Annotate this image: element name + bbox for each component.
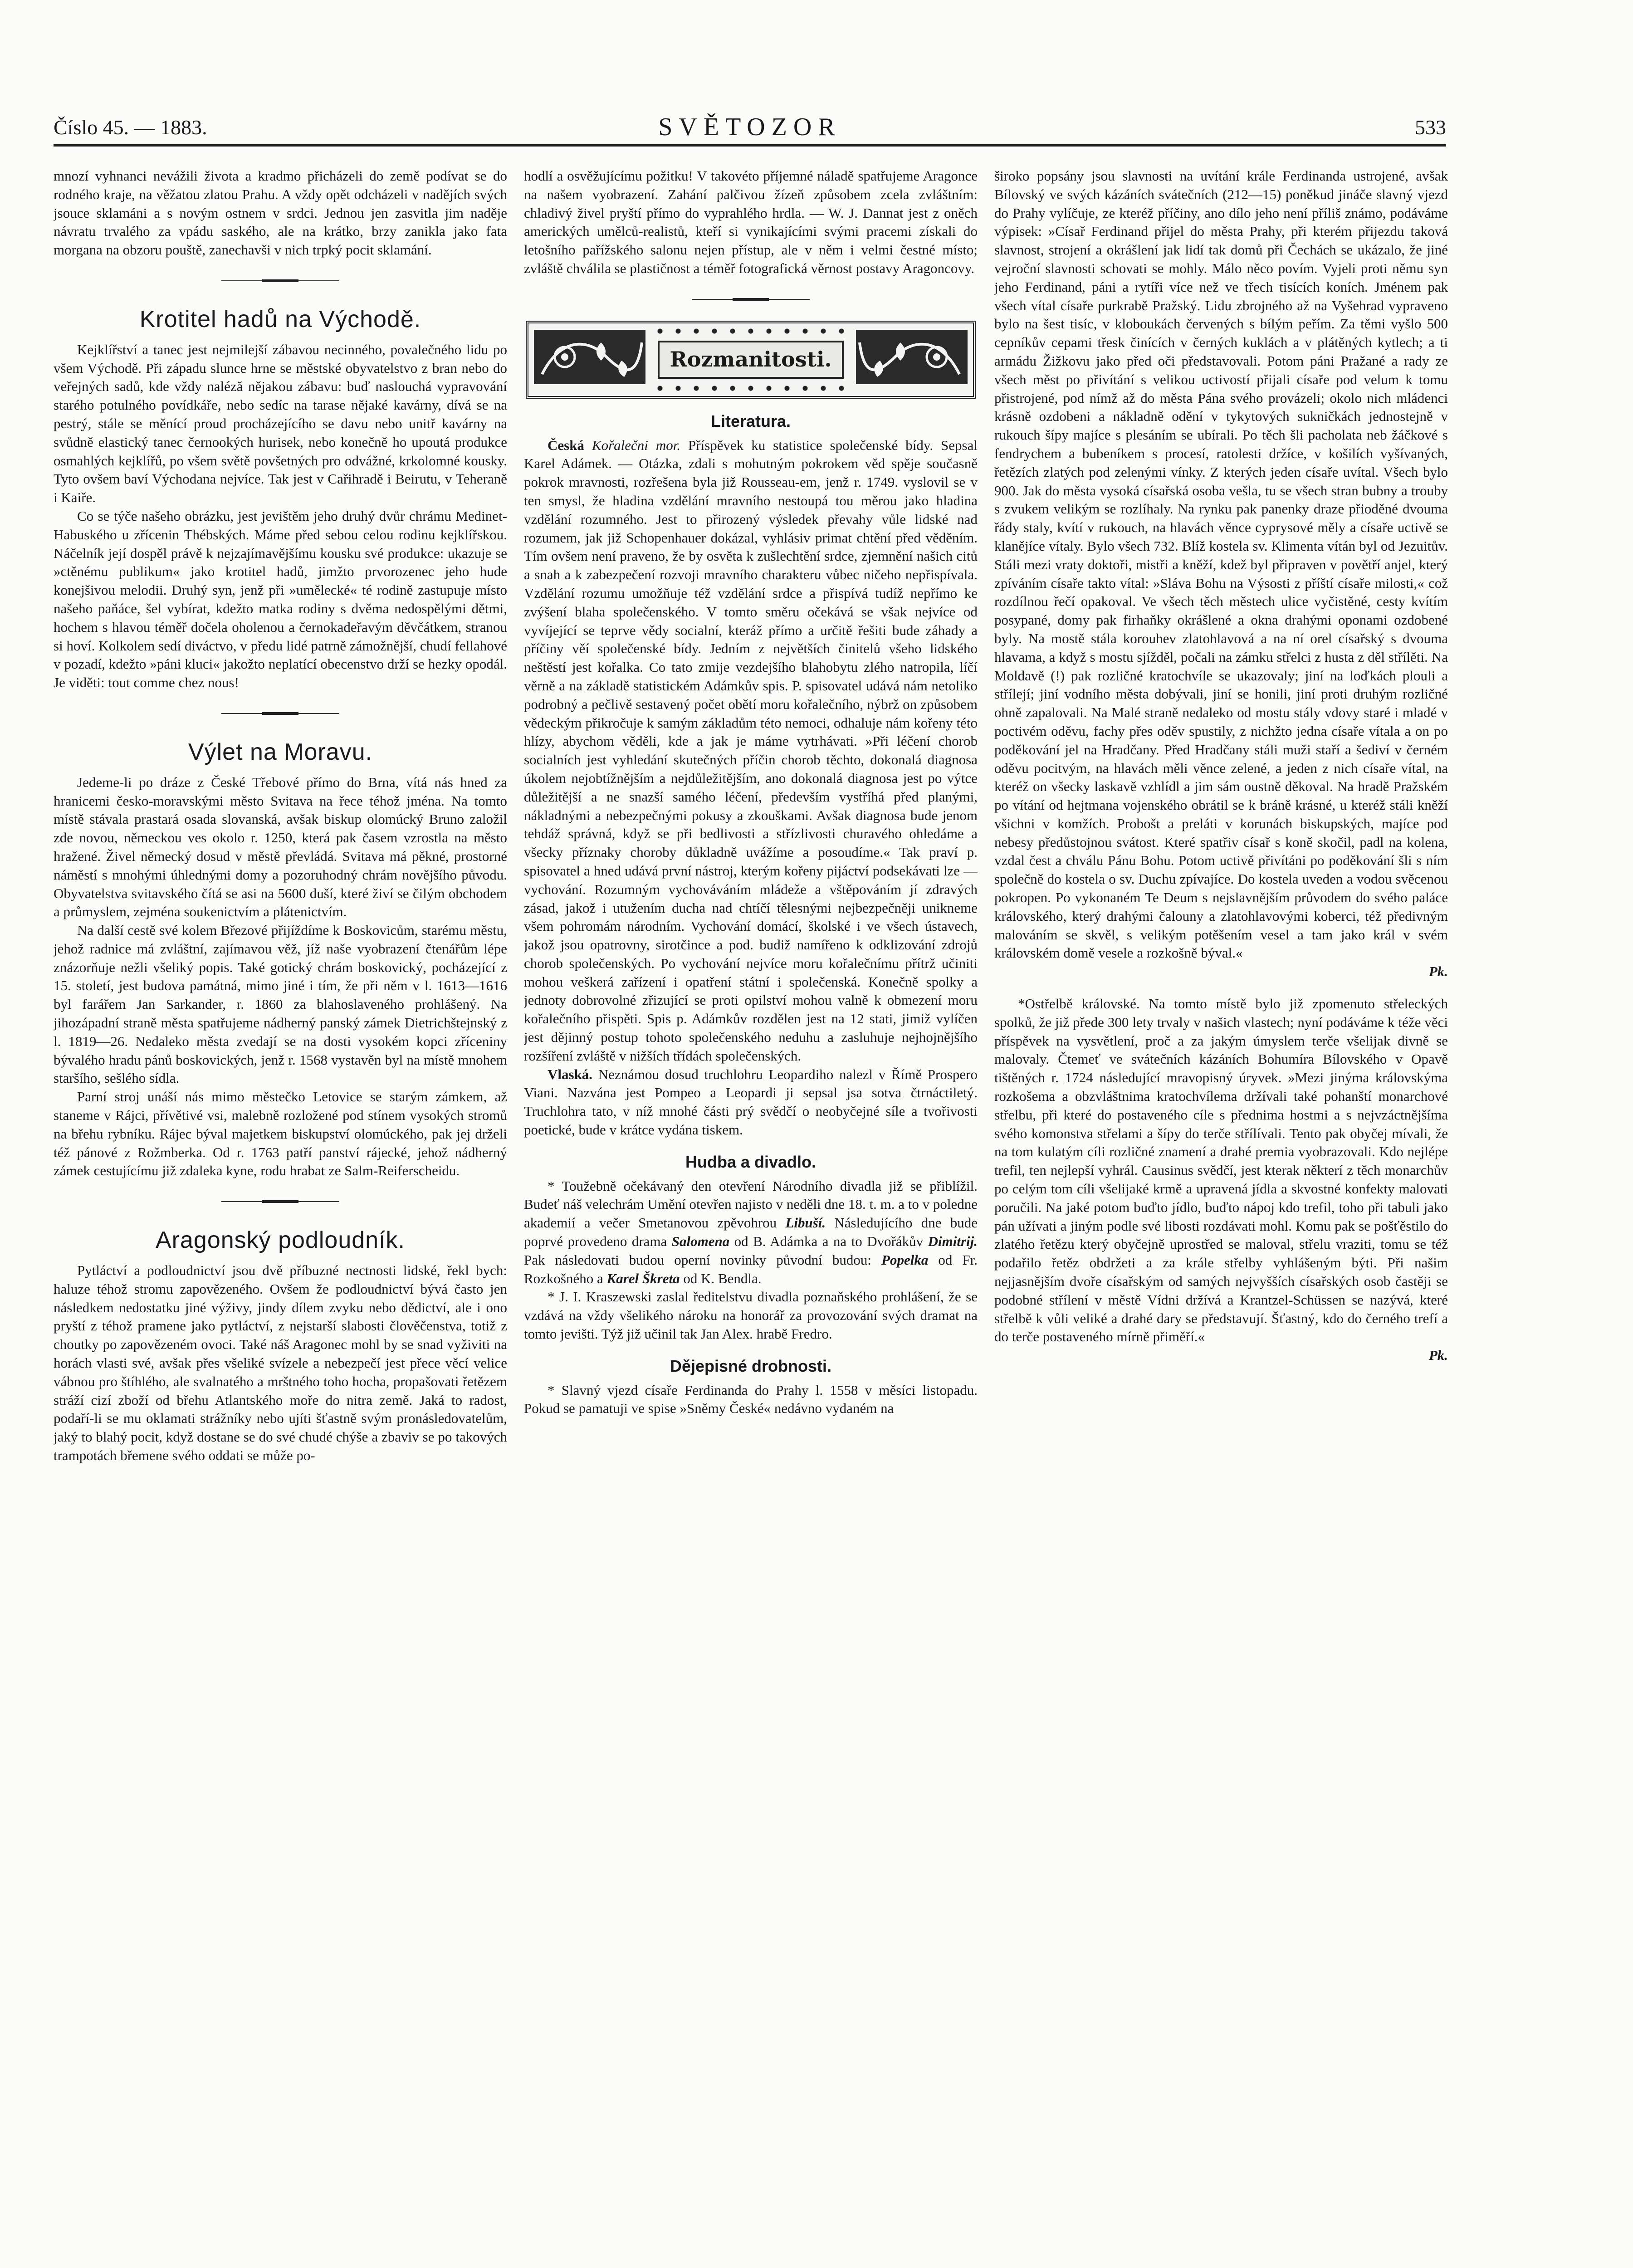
column-right xyxy=(994,167,1448,2268)
section-divider xyxy=(221,278,339,284)
paragraph-kraszewski: * J. I. Kraszewski zaslal ředitelstvu divadla poznaňského prohlášení, že se vzdává na vždy všelikého nároku na honorář za provozování svých dramat na tomto jevišti. Týž již učinil tak Jan Alex. hrabě Fredro. xyxy=(524,1289,978,1342)
page-header xyxy=(54,112,1446,142)
heading-krotitel: Krotitel hadů na Východě. xyxy=(139,306,421,332)
paragraph-krotitel-2: Co se týče našeho obrázku, jest jevištěm jeho druhý dvůr chrámu Medinet-Habuského u zřícenin Thébských. Máme před sebou celou rodinu kejklířskou. Náčelník její dospěl právě k nejzajímavějšímu kousku své produkce: ukazuje se »ctěnému publikum« jako krotitel hadů, jimžto prvorozenec jeho hude konejšivou melodii. Druhý syn, jenž při »umělecké« té rodině zastupuje místo našeho paňáce, šel vybírat, kdežto matka rodiny s dvěma nedospělými dětmi, hochem s hlavou téměř dočela oholenou a černokadeřavým děvčátkem, stranou si hoví. Kolkolem sedí diváctvo, v předu lidé patrně zámožnější, chudí fellahové v pozadí, kdežto »páni kluci« jakožto neplatící obecenstvo drží se hezky opodál. Je viděti: tout comme chez nous! xyxy=(54,508,507,691)
page-number: 533 xyxy=(1415,116,1446,139)
text-run: od B. Adámka a na to Dvořákův xyxy=(734,1233,924,1250)
heading-literatura: Literatura. xyxy=(710,411,791,430)
heading-vylet: Výlet na Moravu. xyxy=(188,738,373,765)
text-run: * Toužebně očekávaný den otevření Národního divadla již se přiblížil. Budeť náš velechrám Umění otevřen najisto v neděli dne 18. t. m. a to v poledne akademií a večer Smetanovou zpěvohrou xyxy=(524,1178,978,1231)
section-divider xyxy=(221,710,339,717)
rozmanitosti-ornament-banner xyxy=(526,321,976,399)
issue-label: Číslo 45. — 1883. xyxy=(54,116,207,139)
paragraph-vylet-1: Jedeme-li po dráze z České Třebové přímo do Brna, vítá nás hned za hranicemi česko-moravskými město Svitava na řece téhož jména. Na tomto místě stávala prastará osada slovanská, avšak biskup olomúcký Bruno založil zde novou, německou ves okolo r. 1250, která pak časem vzrostla na město hražené. Živel německý dosud v městě převládá. Svitava má pěkné, prostorné náměstí s mnohými úhlednými domy a pozoruhodný chrám novějšího původu. Obyvatelstva svitavského čítá se asi na 5600 duší, které živí se čilým obchodem a průmyslem, zejména soukenictvím a plátenictvím. xyxy=(54,774,507,920)
header-rule xyxy=(54,144,1446,147)
masthead-title: SVĚTOZOR xyxy=(658,113,841,141)
lead-vlaska: Vlaská. xyxy=(548,1066,593,1082)
literatura-vlaska-text: Neznámou dosud truchlohru Leopardiho nalezl v Římě Prospero Viani. Nazvána jest Pompeo a Leopardi ji sepsal jsa sotva čtrnáctiletý. Truchlohra tato, v níž mnohé části prý svědčí o neobyčejné síle a tvořivosti poetické, bude v krátce vydána tiskem. xyxy=(524,1066,978,1138)
author-signature: Pk. xyxy=(1428,963,1448,980)
floral-ornament-icon xyxy=(855,329,968,385)
paragraph-aragonsky-1: Pytláctví a podloudnictví jsou dvě příbuzné nectnosti lidské, řekl bych: haluze téhož stromu zapovězeného. Ovšem že podloudnictví bývá často jen následkem nedostatku jiné výživy, jindy dílem zvyku nebo dědictví, ale i ono pryští z téhož pramene jako pytláctví, z nejstarší slabosti člověčenstva, totiž z choutky po zapovězeném ovoci. Také náš Aragonec mohl by se snad vyživiti na horách vlasti své, avšak přes všeliké svízele a nebezpečí jest přece věcí velice vábnou pro štíhlého, ale svalnatého a mrštného toho hocha, propašovati řetězem stráží cizí zboží od břehu Atlantského moře do nitra země. Jaká to radost, podaří-li se mu oklamati strážníky nebo ujíti šťastně svým pronásledovatelům, jaký to blahý pocit, když dostane se do své chudé chýše a zbaviv se po takových trampotách břemene svého oddati se může po- xyxy=(54,1262,507,1464)
paragraph-vjezd-cont: široko popsány jsou slavnosti na uvítání krále Ferdinanda ustrojené, avšak Bílovský ve svých kázáních svátečních (212—15) poněkud jináče slavný vjezd do Prahy vylíčuje, ze kteréž příčiny, ano dílo jeho není příliš známo, podáváme výpisek: »Císař Ferdinand přijel do města Prahy, při kterém přijezdu taková slavnost, strojení a okrášlení jak lidí tak domů při Čechách se ukázalo, že jiné vejroční slavnosti schovati se mohly. Málo něco povím. Vyjeli proti němu syn jeho Ferdinand, páni a rytíři více než ve třech tisících koních. Jménem pak všech vítal císaře purkrabě Pražský. Lidu zbrojného až na Vyšehrad vypraveno bylo na šest tisíc, v kloboukách červených s bílým peřím. Za těmi vyšlo 500 cepníkův cepami třesk činících v černých kuklách a v plátěných kytlech; a ti armádu Žižkovu jako před oči představovali. Potom páni Pražané a rady ze všech měst po přivítání s velikou uctivostí přijali císaře pod velum k tomu přistrojené, pod nímž až do města Pána svého provázeli; okolo nich mládenci krásně ozdobeni a nákladně odění v tykytových sukničkách jednostejně v rukouch šípy majíce s plesáním se ubírali. Po těch šli pacholata neb žáčkové s fendrychem a bubeníkem s procesí, ratolesti držíce, v košilích vyšívaných, řetězích zlatých pod zelenými vínky. Z kterých jeden císaře uvítal. Všech bylo 900. Jak do města vysoká císařská osoba vešla, tu se všech stran bubny a trouby s zvukem velikým se rozlíhaly. Na rynku pak panenky draze přioděné dvouma řády staly, kvítí v rukouch, na hlavách věnce cyprysové měly a císaře uctivě se klanějíce vítaly. Bylo všech 732. Blíž kostela sv. Klimenta vítán byl od Jezuitův. Stáli mezi vraty doktoři, mistři a kněží, kdež byl připraven v povětří anjel, který zpíváním císaře takto vítal: »Sláva Bohu na Výsosti z příští císaře milosti,« což rozdílnou řečí opakoval. Ve všech těch městech ulice vyčistěné, cesty kvítím posypané, domy pak firhaňky okrášlené a okna drahými oponami ozdobené byly. Na mostě stála korouhev zlatohlavová a na ní orel císařský s dvouma hlavama, a když s mostu sjížděl, počali na zámku střelci z husta z děl střílěti. Na Moldavě (!) pak rozličné kratochvíle se ukazovaly; jiní na loďkách plouli a střílejí; jiní vodního města dobývali, jiní se honili, jiní proti druhým rozličné ohně zapalovali. Na Malé straně nedaleko od mostu stály vdovy staré i mladé v poctivém oděvu, fachy přes oděv spustily, z nichžto jedna císaře vítala a on po poděkování jel na Hradčany. Před Hradčany stáli muži staří a šediví v černém oděvu pocitvým, na hlavách měli věnce zelené, a jeden z nich císaře vítal, na kteréž on všecky laskavě vzhlídl a jim sám oustně děkoval. Na hradě Pražském po vítání od hejtmana vojenského obrátil se k bráně krásné, u kteréž stáli kněží všichni v komžích. Probošt a preláti v korunách biskupských, majíce pod nebesy předůstojnou svátost. Které spatřiv císař s koně skočil, padl na kolena, vzdal čest a chválu Pánu Bohu. Potom uctivě přivítáni po poděkování šli s ním společně do kostela o sv. Duchu zpívajíce. Do kostela uveden a vodou svěcenou pokropen. Po vykonaném Te Deum s nejslavnějším průvodem do svého paláce královského, který drahými čalouny a zlatohlavovými koberci, též předivným malováním se skvěl, s velikým potěšením vesel a tam jako král v svém královském domě vesele a rozkošně býval.« xyxy=(994,168,1448,961)
paragraph-vylet-2: Na další cestě své kolem Březové přijíždíme k Boskovicům, starému městu, jehož radnice má zvláštní, zajímavou věž, jíž naše vyobrazení čtenářům lépe znázorňuje nežli všeliký popis. Také gotický chrám boskovický, pocházející z 15. století, jest budova památná, mimo jiné i tím, že při něm v l. 1613—1616 byl farářem Jan Sarkander, r. 1860 za blahoslaveného prohlášený. Na jihozápadní straně města spatřujeme nádherný panský zámek Dietrichštejnský z l. 1819—26. Nedaleko města zvedají se na dosti vysokém kopci zříceniny bývalého hradu pánů boskovických, jenž r. 1568 vystavěn byl na místě mnohem staršího, sešlého sídla. xyxy=(54,922,507,1086)
paragraph-literatura-vlaska xyxy=(524,1066,978,1139)
heading-aragonsky: Aragonský podloudník. xyxy=(155,1227,405,1254)
lead-ceska: Česká xyxy=(548,437,584,453)
work-title-popelka: Popelka xyxy=(881,1251,929,1268)
paragraph-krotitel-1: Kejklířství a tanec jest nejmilejší zábavou necinného, povalečného lidu po všem Východě. Při západu slunce hrne se městské obyvatelstvo z bran nebo do veřejných sadů, kde vždy naléză nějakou zábavu: buď naslouchá vypravování starého potulného povídkáře, nebo sedíc na tarase nějaké kavárny, dívá se na pestrý, stále se měnící proud procházejícího se davu nebo unitř kavárny na svůdně elastický tanec černookých hurisek, nebo konečně ho upoutá produkce osmahlých kejklířů, po všem světě povšetných pro odvážné, krkolomné kousky. Tyto ovšem baví Východana nejvíce. Tak jest v Cařihradě i Beirutu, v Teheraně i Kaiře. xyxy=(54,341,507,506)
column-middle xyxy=(524,167,978,2268)
floral-ornament-icon xyxy=(533,329,646,385)
work-title-dimitrij: Dimitrij. xyxy=(928,1233,978,1250)
work-title-libuse: Libuší. xyxy=(785,1215,826,1231)
column-left xyxy=(54,167,507,2268)
ornament-dot-row xyxy=(651,384,851,392)
paragraph-literatura-ceska xyxy=(524,436,978,1066)
paragraph-vjezd-ferdinanda: * Slavný vjezd císaře Ferdinanda do Prahy l. 1558 v měsíci listopadu. Pokud se pamatuji ve spise »Sněmy České« nedávno vydaném na xyxy=(524,1382,978,1417)
section-divider xyxy=(692,296,810,303)
paragraph-exiles: mnozí vyhnanci nevážili života a kradmo přicházeli do země podívat se do rodného kraje, na věžatou zlatou Prahu. A vždy opět odcházeli v nadějích svých jsouce sklamáni a s novým ostnem v srdci. Jednou jen zasvitla jim naděje návratu trvalého za vpádu saského, ale na krátko, brzy zanikla jako fata morgana na obzoru pouště, zanechavši v nich trpký pocit sklamání. xyxy=(54,168,507,258)
heading-dejepisne-drobnosti: Dějepisné drobnosti. xyxy=(670,1356,832,1375)
section-divider xyxy=(221,1198,339,1205)
ornament-dot-row xyxy=(651,327,851,335)
paragraph-aragonsky-cont: hodlí a osvěžujícímu požitku! V takovéto příjemné náladě spatřujeme Aragonce na našem vyobrazení. Zahání palčivou žízeň způsobem zcela zvláštním: chladivý živel pryští přímo do vyprahlého hrdla. — W. J. Dannat jest z oněch amerických umělců-realistů, kteří si vynikajícími svými pracemi získali do letošního pařížského salonu nejen přístup, ale v něm i velmi čestné místo; zvláště chválila se plastičnost a téměř fotografická věrnost postavy Aragoncovy. xyxy=(524,168,978,276)
book-title-koralecni-mor: Kořalečni mor. xyxy=(592,437,681,453)
text-run: od Fr. Rozkošného a xyxy=(524,1251,978,1286)
text-run: od K. Bendla. xyxy=(683,1270,762,1286)
work-title-salomena: Salomena xyxy=(671,1233,730,1250)
text-run: Pak následovati budou operní novinky původní budou: xyxy=(524,1251,871,1268)
paragraph-narodni-divadlo xyxy=(524,1177,978,1288)
paragraph-vylet-3: Parní stroj unáší nás mimo městečko Letovice se starým zámkem, až staneme v Rájci, přívětivé vsi, malebně rozložené pod stínem vysokých stromů na břehu rybníku. Rájec býval majetkem biskupství olomúckého, pak jej drželi též pánové z Rožmberka. Od r. 1763 patří panství rájecké, jehož nádherný zámek cestujícímu již zdaleka kyne, rodu hrabat ze Salm-Reiferscheidu. xyxy=(54,1089,507,1179)
text-run: Následujícího dne bude poprvé provedeno drama xyxy=(524,1215,978,1250)
literatura-ceska-text: Příspěvek ku statistice společenské bídy. Sepsal Karel Adámek. — Otázka, zdali s mohutným pokrokem věd spěje současně pokrok mravnosti, rozřešena byla již Rousseau-em, jenž r. 1749. vyslovil se v ten smysl, že hladina vzdělání mravního nestoupá tou měrou jako hladina vzdělání rozumného. Jest to přirozený výsledek převahy vůle lidské nad rozumem, jak již Schopenhauer dokázal, vyhlásiv primat chtění před věděním. Tím ovšem není praveno, že by osvěta k zušlechtění srdce, zjemnění našich citů a snah a k zabezpečení rozvoji mravního charakteru vůbec ničeho nepřispívala. Vzdělání rozumu umožňuje též vzdělání srdce a přispívá tudíž nepřímo ke zvýšení blaha společenského. V tomto směru očekává se však nejvíce od vyvíjející se teprve vědy socialní, kteráž přímo a určitě řešiti bude záhady a příčiny věí společenské bídy. Jedním z největších činitelů všeho lidského neštěstí jest kořalka. Co tato zmije vezdejšího blahobytu zlého natropila, líčí věrně a na základě statistickém Adámkův spis. P. spisovatel udává nám netoliko podrobný a pečlivě sestavený počet obětí moru kořalečního, nýbrž on způsobem vědeckým přikročuje k samým základům této nemoci, odhaluje nám kořeny této hlízy, abychom věděli, kde a jak je máme vytrhávati. »Při léčení chorob socialních jest vyhledání skutečných příčin chorob těchto, dokonalá diagnosa úkolem nejobtížnějším a nejdůležitějším, ano dokonalá diagnosa jest po výtce důležitější a ne snazší samého léčení, především vystříhá před planými, nákladnými a nebezpečnými pokusy a zkouškami. Avšak diagnosa bude jenom tehdáž správná, když se při bedlivosti a střízlivosti churavého ohledáme a všecky příznaky choroby důkladně uvážíme a posoudíme.« Tak praví p. spisovatel a hned udává první nástroj, kterým kořeny pijáctví podsekávati lze — vychování. Rozumným vychováváním mládeže a vštěpováním jí zdravých zásad, jakož i utužením ducha nad chtíčí tělesnými nejbezpečněji unikneme všem pohromám národním. Vychování domácí, školské i ve všech ústavech, jakož jsou opatrovny, sirotčince a pod. budiž namířeno k odklizování zdrojů chorob společenských. Po vychování nejvíce moru kořalečnímu přítrž učiniti mohou veškerá zařízení i opatření státní i společenská. Konečně spolky a jednoty dobrovolné zřizující se proti opilství mohou valně k obmezení moru kořalečního přispěti. Spis p. Adámkův rozdělen jest na 12 stati, jimiž vylíčen jest dějinný postup tohoto společenského neduhu a zasluhuje nejhojnějšího rozšíření zvláště v nižších třídách společenských. xyxy=(524,437,978,1064)
ornament-title: Rozmanitosti. xyxy=(658,341,844,379)
author-signature: Pk. xyxy=(1428,1347,1448,1364)
paragraph-strelba: *Ostřelbě královské. Na tomto místě bylo již zpomenuto střeleckých spolků, že již přede 300 lety trvaly v našich vlastech; nyní podáváme k téže věci příspěvek na vysvětlení, proč a za jakým úmyslem terče všelijak divně se malovaly. Čtemeť ve svátečních kázáních Bohumíra Bílovského v Opavě tištěných r. 1724 následující mravopisný úryvek. »Mezi jinýma královskýma rozkošema a obzvláštnima kratochvílema držívali také pohanští monarchové střelbu, při které do postaveného cíle s přednima hostmi a s nejvzáctnějšíma svého komonstva střelami a šípy do terče střílívali. Tento pak obyčej mívali, že na tom kulatým cíli rozličné znamení a drahé premia vyobrazovali. Kdo nejlépe trefil, ten nejlepší vyhrál. Causinus svědčí, jest kterak některí z těch monarchův po celým tom cíli všelijaké krmě a upravená jídla a skvostné konfekty malovati poručili. Na jaké potom buďto jídlo, buďto nápoj kdo trefil, toho při tabuli jako pán užívati a jiným podle své libosti rozdávati mohl. Komu pak se pošťěstilo do zlatého řetězu který obyčejně uprostřed se maloval, střelu vraziti, tomu se též podařilo řetěz obdržeti a za krále střelby vyhlášeným býti. Při našim nejjasnějším dvoře císařským od samých nejvyšších císařských osob častěji se podobné střílení v městě Vídni držívá a Krantzel-Schüssen se nazývá, které střelbě k vůli veliké a drahé dary se představují. Šťastný, kdo do černého trefí a do terče postaveného mírně přiměří.« xyxy=(994,996,1448,1345)
heading-hudba-divadlo: Hudba a divadlo. xyxy=(685,1152,816,1171)
work-title-karel-skreta: Karel Škreta xyxy=(606,1270,680,1286)
